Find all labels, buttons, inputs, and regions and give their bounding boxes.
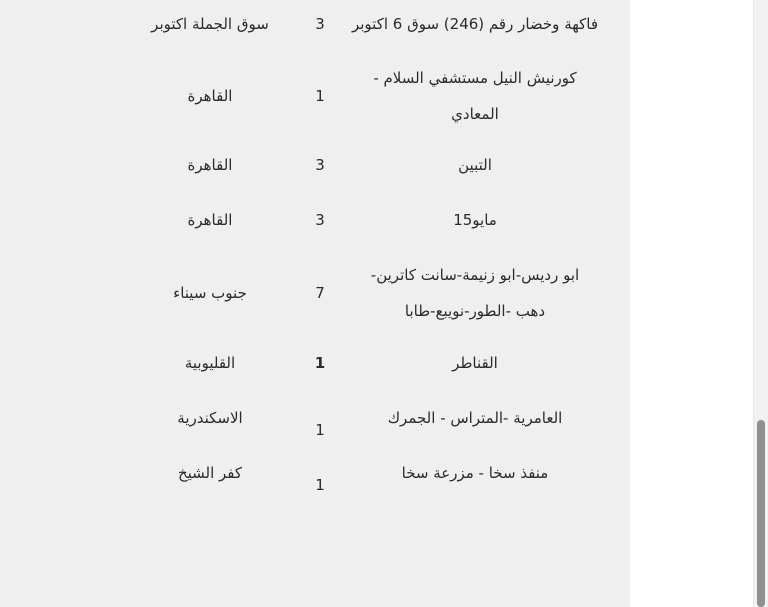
scrollbar-thumb[interactable] xyxy=(757,420,765,607)
location-cell: القناطر xyxy=(452,354,498,372)
count-cell: 1 xyxy=(315,476,325,494)
governorate-cell: القاهرة xyxy=(187,211,233,229)
count-cell: 3 xyxy=(315,211,325,229)
governorate-cell: القليوبية xyxy=(184,354,236,372)
location-cell: ابو رديس-ابو زنيمة-سانت كاترين-دهب -الطور-نويبع-طابا xyxy=(370,266,580,320)
location-cell: منفذ سخا - مزرعة سخا xyxy=(401,464,549,482)
table-row xyxy=(0,345,630,381)
table-row xyxy=(0,60,630,132)
count-cell: 7 xyxy=(315,284,325,302)
count-cell: 1 xyxy=(315,87,325,105)
count-cell: 3 xyxy=(315,15,325,33)
governorate-cell: كفر الشيخ xyxy=(177,464,243,482)
count-cell: 3 xyxy=(315,156,325,174)
table-row xyxy=(0,147,630,183)
location-cell: العامرية -المتراس - الجمرك xyxy=(387,409,563,427)
governorate-cell: القاهرة xyxy=(187,156,233,174)
location-cell: فاكهة وخضار رقم (246) سوق 6 اكتوبر xyxy=(351,15,599,33)
location-cell: التبين xyxy=(458,156,492,174)
vertical-scrollbar[interactable] xyxy=(753,0,768,607)
governorate-cell: جنوب سيناء xyxy=(173,284,247,302)
table-row xyxy=(0,202,630,238)
governorate-cell: الاسكندرية xyxy=(177,409,243,427)
table-row xyxy=(0,6,630,42)
count-cell: 1 xyxy=(314,354,326,372)
governorate-cell: القاهرة xyxy=(187,87,233,105)
location-cell: كورنيش النيل مستشفي السلام - المعادي xyxy=(373,69,577,123)
table-row xyxy=(0,400,630,448)
table-row xyxy=(0,257,630,329)
count-cell: 1 xyxy=(315,421,325,439)
table-row xyxy=(0,455,630,503)
governorate-cell: سوق الجملة اكتوبر xyxy=(151,15,269,33)
location-cell: مايو15 xyxy=(453,211,497,229)
